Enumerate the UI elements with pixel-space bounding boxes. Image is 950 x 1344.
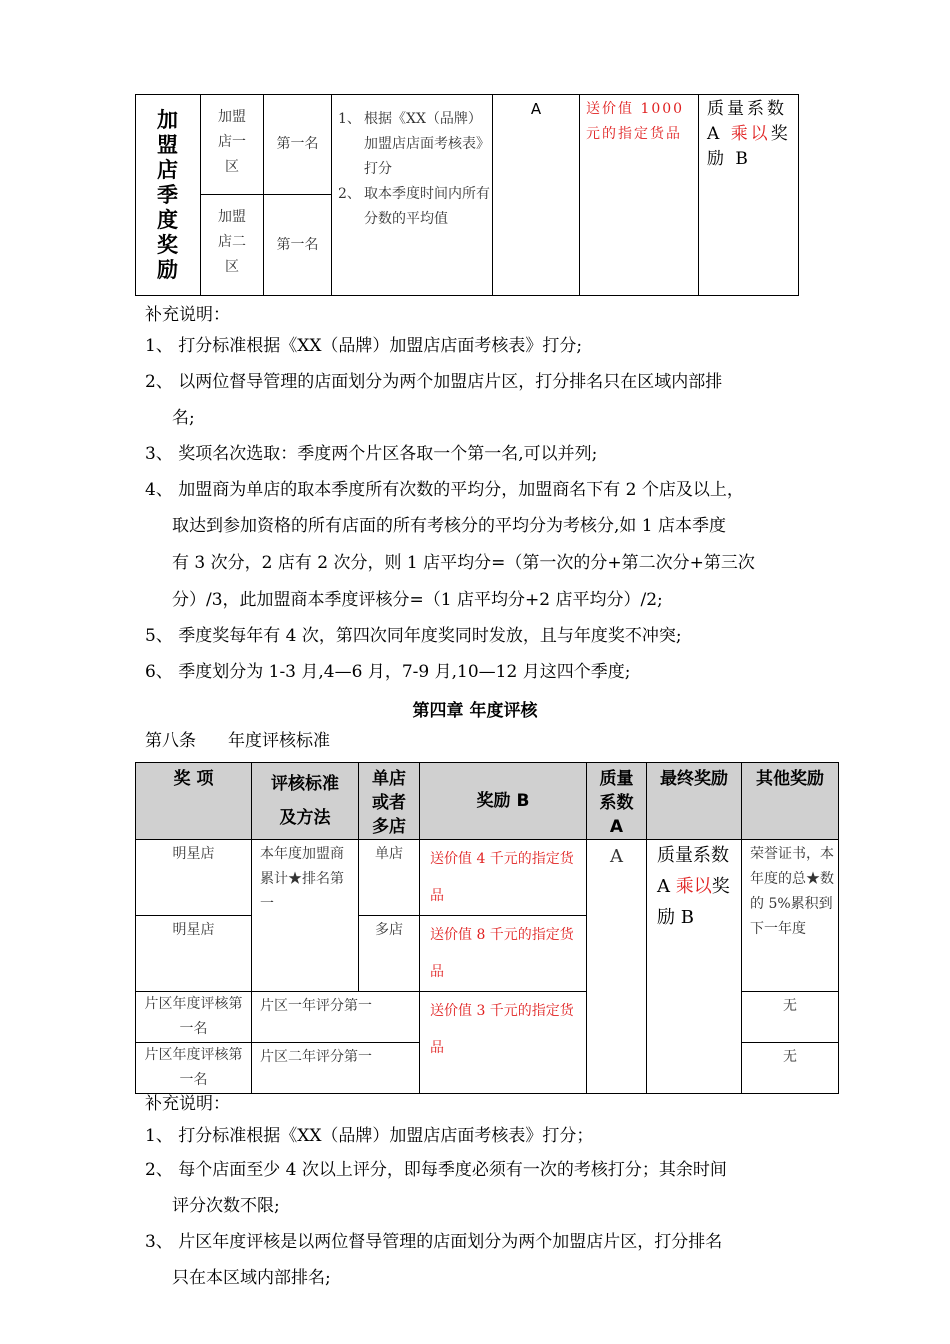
rank-cell: 第一名 [264,195,332,296]
method-item: 1、 根据《XX（品牌）加盟店店面考核表》打分 [338,111,490,177]
article-title: 年度评核标准 [228,731,330,751]
quality-cell: A [587,840,647,1094]
other-reward-cell: 无 [742,992,839,1043]
header-store-type: 单店或者多店 [359,763,420,840]
note-item: 1、 打分标准根据《XX（品牌）加盟店店面考核表》打分； [145,1126,594,1146]
final-reward-cell: 质量系数 A 乘以奖励 B [647,840,742,1094]
award-cell: 片区年度评核第一名 [136,992,252,1043]
method-cell [332,95,493,296]
note-item: 2、 以两位督导管理的店面划分为两个加盟店片区，打分排名只在区域内部排 [145,372,723,392]
article-label: 第八条 [145,731,196,751]
note-item-cont: 只在本区域内部排名; [172,1268,331,1288]
note-item: 3、 奖项名次选取：季度两个片区各取一个第一名,可以并列; [145,444,598,464]
award-cell: 明星店 [136,916,252,992]
note-item: 3、 片区年度评核是以两位督导管理的店面划分为两个加盟店片区，打分排名 [145,1232,723,1252]
award-cell: 片区年度评核第一名 [136,1043,252,1094]
other-reward-cell: 荣誉证书，本年度的总★数的 5%累积到下一年度 [742,840,839,992]
other-reward-cell: 无 [742,1043,839,1094]
method-cell: 片区二年评分第一 [252,1043,420,1094]
note-item: 1、 打分标准根据《XX（品牌）加盟店店面考核表》打分; [145,336,583,356]
award-cell: 明星店 [136,840,252,916]
reward-b-cell: 送价值 4 千元的指定货品 [420,840,587,916]
notes-title: 补充说明： [145,305,230,325]
note-item-cont: 分）/3，此加盟商本季度评核分=（1 店平均分+2 店平均分）/2; [172,590,663,610]
notes-title: 补充说明： [145,1094,230,1114]
chapter-heading: 第四章 年度评核 [412,701,538,721]
note-item-cont: 有 3 次分，2 店有 2 次分，则 1 店平均分=（第一次的分+第二次分+第三次 [172,553,755,573]
reward-b-cell: 送价值 8 千元的指定货品 [420,916,587,992]
method-cell: 本年度加盟商累计★排名第一 [252,840,359,992]
header-reward-b: 奖励 B [420,763,587,840]
reward-b-cell: 送价值 1000 元的指定货品 [580,95,699,296]
article-line [145,723,330,759]
note-item-cont: 评分次数不限; [172,1196,280,1216]
zone-1-cell: 加盟店一区 [201,95,264,195]
header-quality: 质量系数A [587,763,647,840]
header-final: 最终奖励 [647,763,742,840]
note-item: 6、 季度划分为 1-3 月,4—6 月，7-9 月,10—12 月这四个季度; [145,662,631,682]
zone-2-cell: 加盟店二区 [201,195,264,296]
table-title-vertical: 加 盟 店 季 度 奖 励 [136,95,201,296]
note-item-cont: 取达到参加资格的所有店面的所有考核分的平均分为考核分,如 1 店本季度 [172,516,727,536]
store-type-cell: 单店 [359,840,420,916]
note-item-cont: 名; [172,408,195,428]
note-item: 4、 加盟商为单店的取本季度所有次数的平均分，加盟商名下有 2 个店及以上， [145,480,744,500]
header-other: 其他奖励 [742,763,839,840]
quarterly-award-table [135,94,799,296]
rank-cell: 第一名 [264,95,332,195]
quality-coefficient-cell: A [493,95,580,296]
method-item: 2、 取本季度时间内所有分数的平均值 [338,186,490,227]
header-method: 评核标准及方法 [252,763,359,840]
note-item: 2、 每个店面至少 4 次以上评分，即每季度必须有一次的考核打分；其余时间 [145,1160,727,1180]
header-award: 奖 项 [136,763,252,840]
method-cell: 片区一年评分第一 [252,992,420,1043]
reward-b-cell: 送价值 3 千元的指定货品 [420,992,587,1094]
note-item: 5、 季度奖每年有 4 次，第四次同年度奖同时发放，且与年度奖不冲突; [145,626,682,646]
final-reward-cell: 质量系数 A 乘以奖励 B [699,95,799,296]
store-type-cell: 多店 [359,916,420,992]
annual-evaluation-table [135,762,839,1094]
